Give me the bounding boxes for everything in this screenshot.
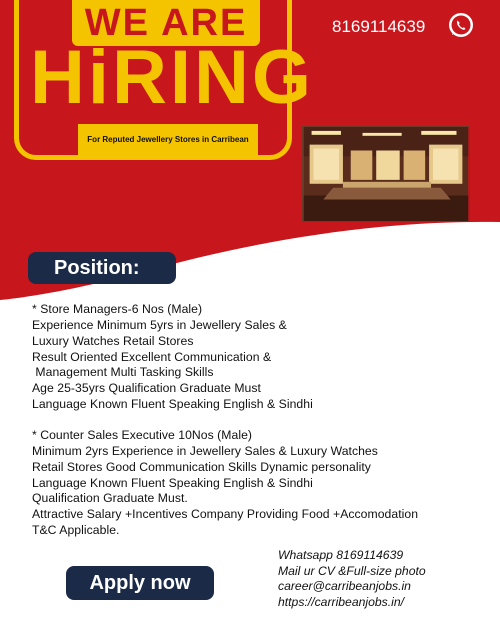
job2-line: Retail Stores Good Communication Skills Dynamic personality: [32, 460, 371, 474]
job2-line: Language Known Fluent Speaking English & Sindhi: [32, 476, 313, 490]
job1-title: * Store Managers-6 Nos (Male): [32, 302, 203, 316]
contact-block: [278, 548, 426, 610]
job1-line: Experience Minimum 5yrs in Jewellery Sales &: [32, 318, 287, 332]
contact-website[interactable]: https://carribeanjobs.in/: [278, 594, 405, 609]
position-label: Position:: [28, 252, 176, 284]
job2-line: Qualification Graduate Must.: [32, 491, 188, 505]
job2-title: * Counter Sales Executive 10Nos (Male): [32, 428, 253, 442]
contact-email[interactable]: career@carribeanjobs.in: [278, 579, 411, 593]
tagline: For Reputed Jewellery Stores in Carribean: [78, 124, 258, 160]
hiring-heading: HiRING: [30, 35, 314, 120]
job1-line: Language Known Fluent Speaking English & Sindhi: [32, 397, 313, 411]
contact-whatsapp[interactable]: Whatsapp 8169114639: [278, 548, 404, 562]
contact-mail-instructions: Mail ur CV &Full-size photo: [278, 563, 426, 578]
job2-line: T&C Applicable.: [32, 523, 120, 537]
phone-number[interactable]: 8169114639: [332, 17, 426, 36]
job2-line: Minimum 2yrs Experience in Jewellery Sales & Luxury Watches: [32, 444, 378, 458]
job1-line: Result Oriented Excellent Communication &: [32, 350, 272, 364]
job1-line: Management Multi Tasking Skills: [32, 365, 214, 379]
whatsapp-icon[interactable]: [448, 12, 474, 38]
apply-now-button[interactable]: Apply now: [66, 566, 214, 600]
job2-line: Attractive Salary +Incentives Company Providing Food +Accomodation: [32, 507, 419, 521]
job1-line: Luxury Watches Retail Stores: [32, 334, 194, 348]
we-are-heading: WE ARE: [72, 0, 260, 46]
jewellery-store-photo: [302, 126, 470, 222]
job1-line: Age 25-35yrs Qualification Graduate Must: [32, 381, 261, 395]
